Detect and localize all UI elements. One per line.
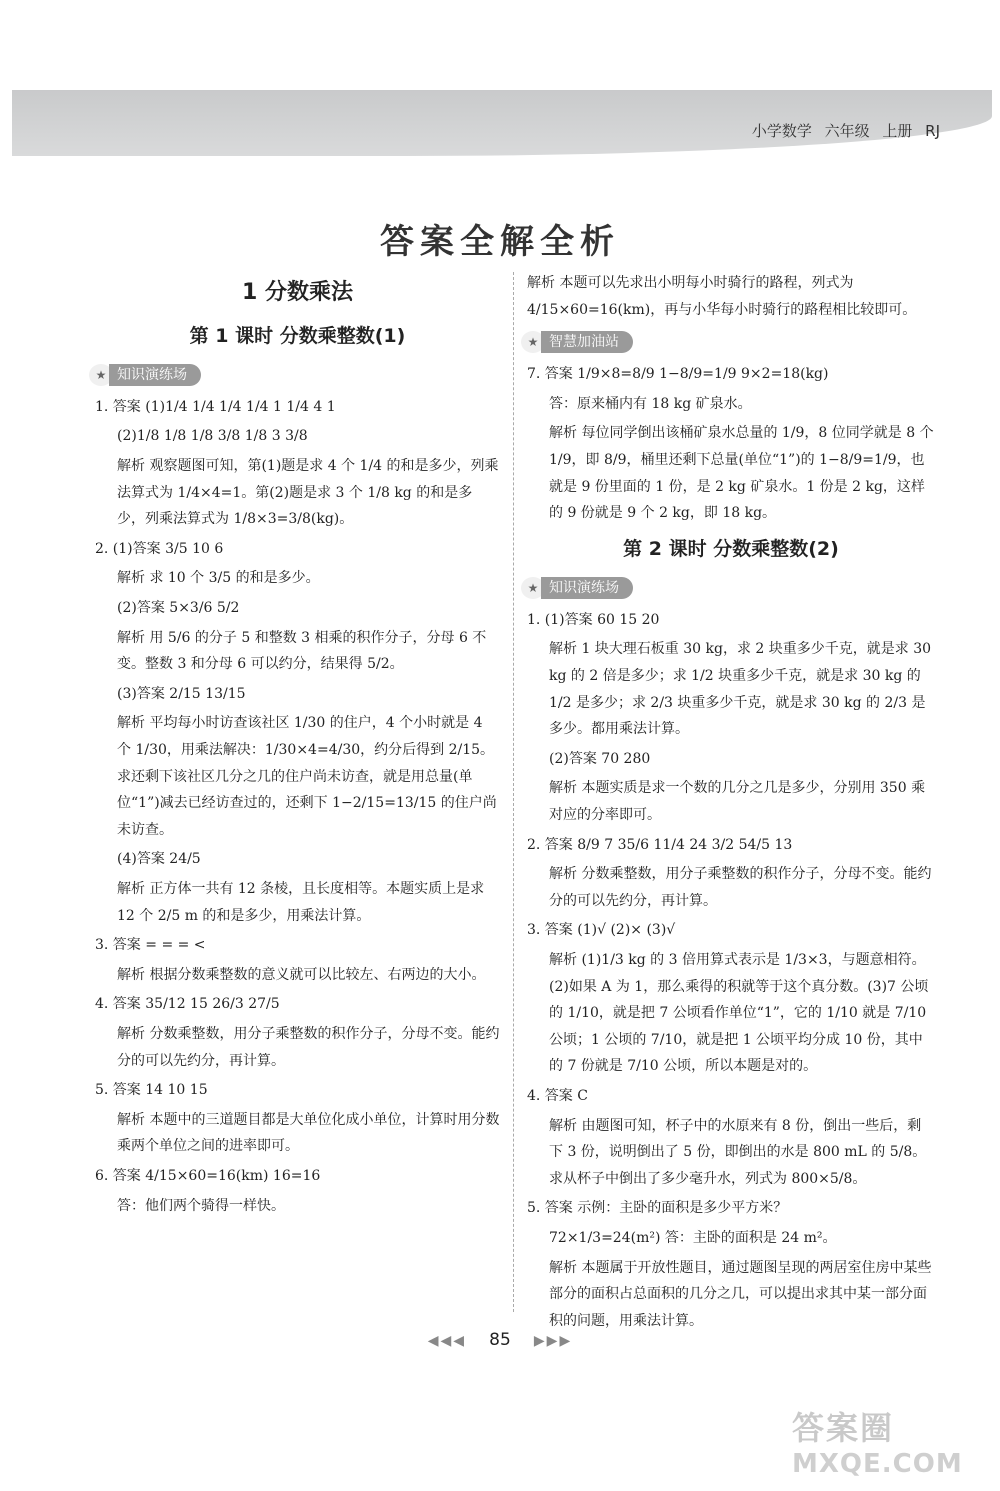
right-column (527, 270, 935, 1338)
tag-wisdom-station (521, 331, 633, 353)
answer-line: 1. 答案 (1)1/4 1/4 1/4 1/4 1 1/4 4 1 (95, 398, 336, 415)
watermark (792, 1403, 972, 1481)
star-icon: ★ (521, 331, 545, 353)
tag-knowledge-practice (89, 364, 201, 386)
answer-line: (3)答案 2/15 13/15 (117, 685, 246, 702)
analysis-line: 解析 求 10 个 3/5 的和是多少。 (117, 570, 320, 587)
watermark-logo: 答案圈 (792, 1409, 895, 1447)
column-divider (513, 272, 514, 1312)
page-title: 答案全解全析 (380, 222, 620, 262)
answer-line: 7. 答案 1/9×8=8/9 1−8/9=1/9 9×2=18(kg) (527, 366, 829, 383)
answer-line: 2. (1)答案 3/5 10 6 (95, 540, 224, 557)
tag-label: 知识演练场 (541, 577, 633, 599)
page-number: 85 (489, 1330, 511, 1350)
watermark-url: MXQE.COM (792, 1449, 963, 1479)
analysis-line: 解析 观察题图可知，第(1)题是求 4 个 1/4 的和是多少，列乘法算式为 1/4×4=1。第(2)题是求 3 个 1/8 kg 的和是多少，列乘法算式为 1/8×3=3/8(kg)。 (117, 458, 499, 528)
answer-line: 4. 答案 35/12 15 26/3 27/5 (95, 996, 280, 1013)
answer-line: 2. 答案 8/9 7 35/6 11/4 24 3/2 54/5 13 (527, 836, 793, 853)
answer-line: 1. (1)答案 60 15 20 (527, 611, 660, 628)
answer-line: (2)1/8 1/8 1/8 3/8 1/8 3 3/8 (117, 428, 308, 445)
answer-line: (2)答案 5×3/6 5/2 (117, 600, 240, 617)
answer-line: 答：原来桶内有 18 kg 矿泉水。 (549, 395, 752, 412)
answer-line: 5. 答案 14 10 15 (95, 1082, 208, 1099)
tag-knowledge-practice-2 (521, 577, 633, 599)
analysis-line: 解析 本题中的三道题目都是大单位化成小单位，计算时用分数乘两个单位之间的进率即可。 (117, 1111, 500, 1155)
analysis-line: 解析 正方体一共有 12 条棱，且长度相等。本题实质上是求 12 个 2/5 m 的和是多少，用乘法计算。 (117, 880, 485, 924)
analysis-line: 解析 根据分数乘整数的意义就可以比较左、右两边的大小。 (117, 966, 486, 983)
analysis-line: 解析 (1)1/3 kg 的 3 倍用算式表示是 1/3×3，与题意相符。(2)如果 A 为 1，那么乘得的积就等于这个真分数。(3)7 公顷的 1/10，就是把 7 公顷看作单位“1”，它的 1/10 就是 7/10 公顷；1 公顷的 7/10，就是把 1 公顷平均分成 10 份，其中的 7 份就是 7/10 公顷，所以本题是对的。 (549, 951, 929, 1075)
answer-line: 答：他们两个骑得一样快。 (117, 1197, 285, 1214)
analysis-line: 解析 本题可以先求出小明每小时骑行的路程，列式为 4/15×60=16(km)，再与小华每小时骑行的路程相比较即可。 (527, 275, 917, 318)
header-text: 小学数学 六年级 上册 RJ (751, 122, 940, 140)
section-title: 1 分数乘法 (242, 280, 353, 305)
answer-line: (4)答案 24/5 (117, 851, 201, 868)
analysis-line: 解析 分数乘整数，用分子乘整数的积作分子，分母不变。能约分的可以先约分，再计算。 (117, 1025, 500, 1069)
tag-label: 知识演练场 (109, 364, 201, 386)
analysis-line: 解析 平均每小时访查该社区 1/30 的住户，4 个小时就是 4 个 1/30，用乘法解决：1/30×4=4/30，约分后得到 2/15。求还剩下该社区几分之几的住户尚未访查，就是用总量(单位“1”)减去已经访查过的，还剩下 1−2/15=13/15 的住户尚未访查。 (117, 715, 497, 838)
answer-line: (2)答案 70 280 (549, 750, 651, 767)
right-mid-items (527, 361, 935, 527)
answer-line: 4. 答案 C (527, 1087, 588, 1104)
star-icon: ★ (89, 364, 113, 386)
right-arrows-icon: ▶▶▶ (533, 1333, 573, 1349)
lesson-title-1: 第 1 课时 分数乘整数(1) (189, 324, 406, 347)
left-arrows-icon: ◀◀◀ (427, 1333, 467, 1349)
star-icon: ★ (521, 577, 545, 599)
left-items (95, 394, 500, 1219)
analysis-line: 解析 1 块大理石板重 30 kg，求 2 块重多少千克，就是求 30 kg 的 2 倍是多少；求 1/2 块重多少千克，就是求 30 kg 的 1/2 是多少；求 2/3 块重多少千克，就是求 30 kg 的 2/3 是多少。都用乘法计算。 (549, 641, 932, 738)
answer-line: 3. 答案 (1)√ (2)× (3)√ (527, 922, 676, 939)
answer-line: 5. 答案 示例：主卧的面积是多少平方米？ (527, 1200, 788, 1217)
answer-line: 72×1/3=24(m²) 答：主卧的面积是 24 m²。 (549, 1229, 837, 1246)
analysis-line: 解析 分数乘整数，用分子乘整数的积作分子，分母不变。能约分的可以先约分，再计算。 (549, 866, 932, 909)
left-column (95, 270, 500, 1223)
analysis-line: 解析 由题图可知，杯子中的水原来有 8 份，倒出一些后，剩下 3 份，说明倒出了 5 份，即倒出的水是 800 mL 的 5/8。求从杯子中倒出了多少毫升水，列式为 800×5/8。 (549, 1117, 927, 1187)
analysis-line: 解析 每位同学倒出该桶矿泉水总量的 1/9，8 位同学就是 8 个 1/9，即 8/9，桶里还剩下总量(单位“1”)的 1−8/9=1/9，也就是 9 份里面的 1 份，是 2 kg 矿泉水。1 份是 2 kg，这样的 9 份就是 9 个 2 kg，即 18 kg。 (549, 425, 934, 522)
analysis-line: 解析 用 5/6 的分子 5 和整数 3 相乘的积作分子，分母 6 不变。整数 3 和分母 6 可以约分，结果得 5/2。 (117, 629, 487, 673)
analysis-line: 解析 本题属于开放性题目，通过题图呈现的两居室住房中某些部分的面积占总面积的几分之几，可以提出求其中某一部分面积的问题，用乘法计算。 (549, 1259, 932, 1329)
right-top-items (527, 270, 935, 323)
page-footer (0, 1330, 1000, 1350)
answer-line: 6. 答案 4/15×60=16(km) 16=16 (95, 1167, 321, 1184)
tag-label: 智慧加油站 (541, 331, 633, 353)
analysis-line: 解析 本题实质是求一个数的几分之几是多少，分别用 350 乘对应的分率即可。 (549, 780, 926, 823)
lesson-title-2: 第 2 课时 分数乘整数(2) (623, 537, 839, 560)
answer-line: 3. 答案 = = = < (95, 937, 206, 954)
right-bottom-items (527, 607, 935, 1334)
